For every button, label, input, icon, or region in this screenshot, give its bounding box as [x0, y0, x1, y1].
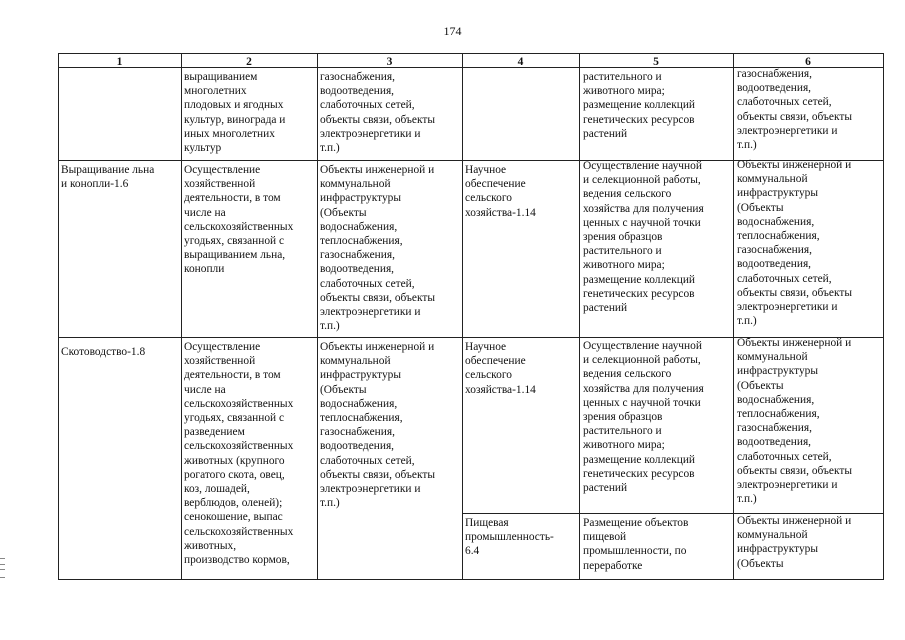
land-use-table: [58, 53, 884, 580]
column-divider: [462, 53, 463, 580]
table-cell: Скотоводство-1.8: [61, 346, 146, 358]
header-col-5: 5: [653, 56, 659, 68]
scan-edge-mark: [0, 558, 5, 578]
column-divider: [579, 53, 580, 580]
table-cell: Пищевая промышленность- 6.4: [465, 517, 554, 558]
table-cell: Размещение объектов пищевой промышленности, по переработке: [583, 517, 689, 572]
table-cell: Осуществление научной и селекционной работы, ведения сельского хозяйства для получения ценных с научной точки зрения образцов растительного и животного мира; размещение коллекций генетических ресурсов растений: [583, 160, 704, 315]
header-col-1: 1: [116, 56, 123, 68]
table-cell: растительного и животного мира; размещение коллекций генетических ресурсов растений: [583, 71, 696, 140]
table-cell: Осуществление хозяйственной деятельности, в том числе на сельскохозяйственных угодьях, связанной с выращиванием льна, конопли: [184, 164, 294, 276]
header-col-3: 3: [386, 56, 393, 68]
table-cell: Объекты инженерной и коммунальной инфраструктуры (Объекты водоснабжения, теплоснабжения, газоснабжения, водоотведения, слаботочных сетей, объекты связи, объекты электроэнергетики и т.п.): [320, 341, 435, 510]
column-divider: [317, 53, 318, 580]
page-number: 174: [443, 24, 462, 38]
table-border-left: [58, 53, 59, 580]
header-col-2: 2: [246, 56, 252, 68]
table-border-right: [883, 53, 884, 580]
column-divider: [181, 53, 182, 580]
table-cell: Осуществление хозяйственной деятельности, в том числе на сельскохозяйственных угодьях, связанной с разведением сельскохозяйственных животных (крупного рогатого скота, овец, коз, лошадей, верблюдов, оленей); сенокошение, выпас сельскохозяйственных животных, производство кормов,: [184, 341, 294, 567]
header-col-4: 4: [517, 56, 524, 68]
column-divider: [733, 53, 734, 580]
table-cell: Объекты инженерной и коммунальной инфраструктуры (Объекты водоснабжения, теплоснабжения, газоснабжения, водоотведения, слаботочных сетей, объекты связи, объекты электроэнергетики и т.п.): [737, 337, 852, 506]
table-border-bottom: [58, 579, 884, 580]
table-cell: Научное обеспечение сельского хозяйства-1.14: [465, 164, 536, 219]
table-cell: выращиванием многолетних плодовых и ягодных культур, винограда и иных многолетних культур: [184, 71, 286, 155]
table-cell: газоснабжения, водоотведения, слаботочных сетей, объекты связи, объекты электроэнергетики и т.п.): [320, 71, 435, 155]
table-cell: Выращивание льна и конопли-1.6: [61, 164, 155, 191]
table-cell: газоснабжения, водоотведения, слаботочных сетей, объекты связи, объекты электроэнергетики и т.п.): [737, 68, 852, 152]
table-cell: Объекты инженерной и коммунальной инфраструктуры (Объекты: [737, 515, 852, 570]
table-cell: Объекты инженерной и коммунальной инфраструктуры (Объекты водоснабжения, теплоснабжения, газоснабжения, водоотведения, слаботочных сетей, объекты связи, объекты электроэнергетики и т.п.): [737, 159, 852, 328]
table-cell: Научное обеспечение сельского хозяйства-1.14: [465, 341, 536, 396]
table-border-top: [58, 53, 884, 54]
table-cell: Осуществление научной и селекционной работы, ведения сельского хозяйства для получения ценных с научной точки зрения образцов растительного и животного мира; размещение коллекций генетических ресурсов растений: [583, 340, 704, 495]
table-cell: Объекты инженерной и коммунальной инфраструктуры (Объекты водоснабжения, теплоснабжения, газоснабжения, водоотведения, слаботочных сетей, объекты связи, объекты электроэнергетики и т.п.): [320, 164, 435, 333]
header-col-6: 6: [805, 56, 811, 68]
